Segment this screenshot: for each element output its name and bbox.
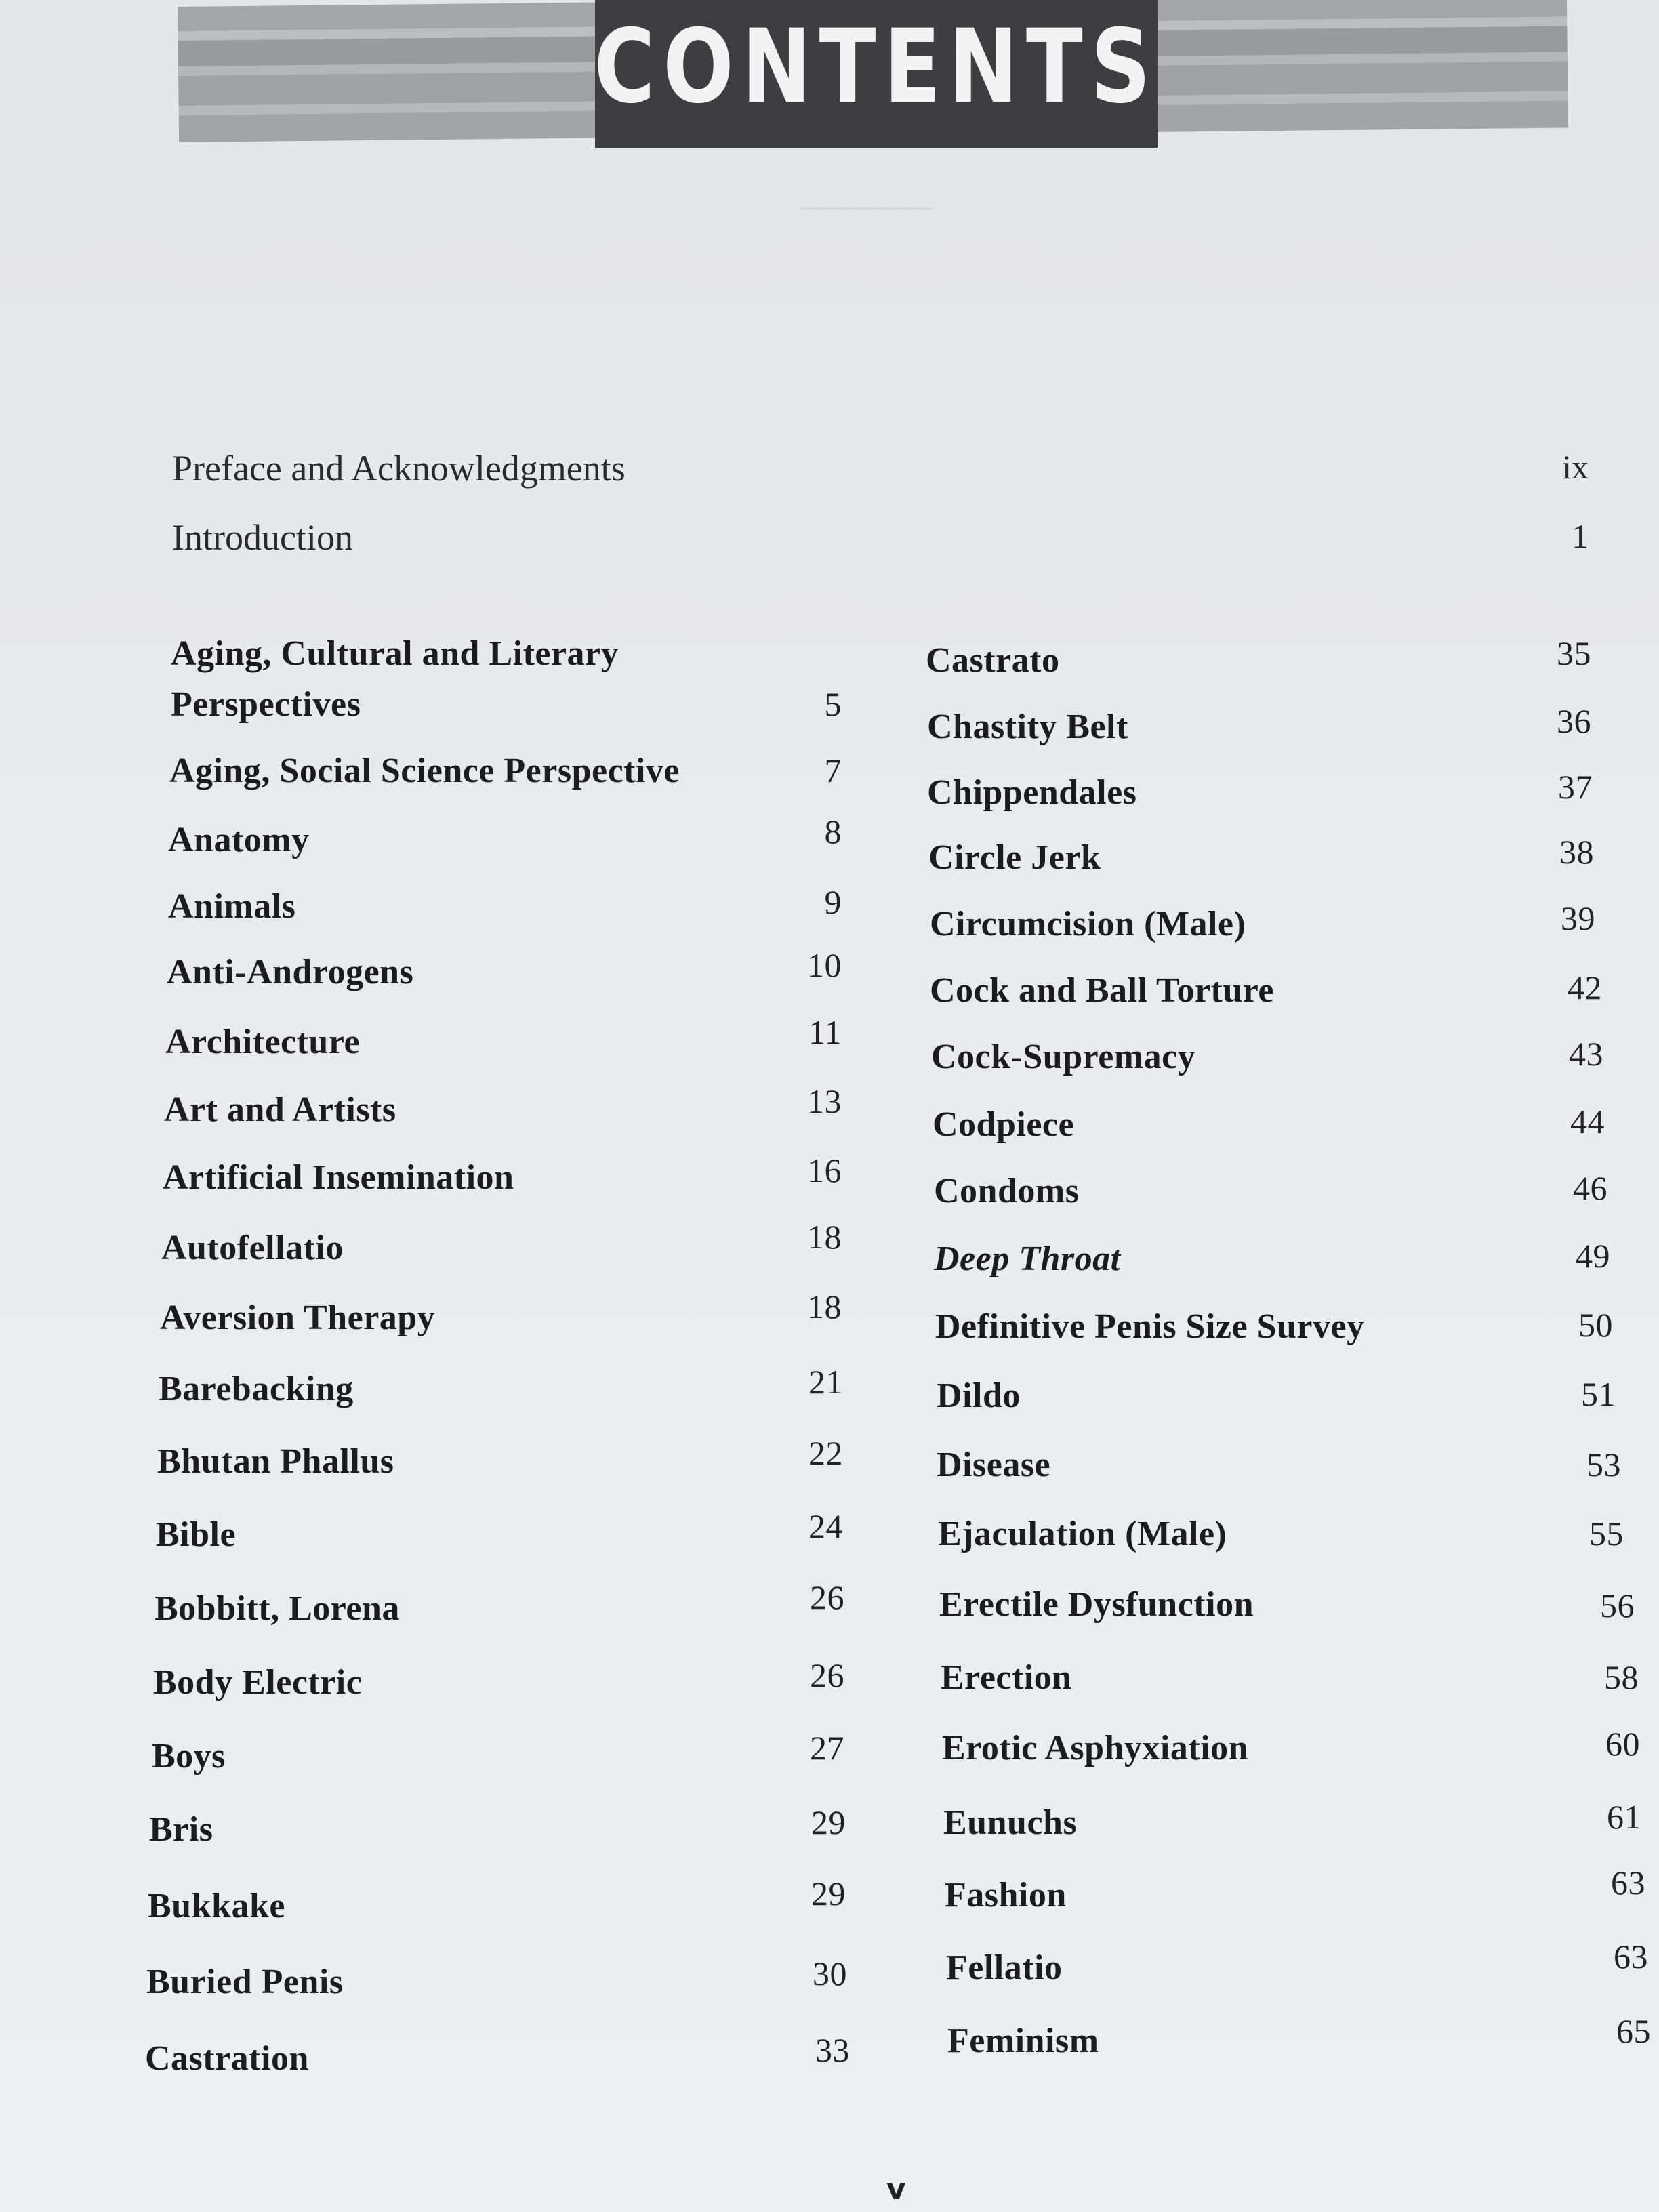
toc-entry-page: 13 bbox=[807, 1082, 842, 1120]
toc-entry-label: Animals bbox=[168, 887, 296, 926]
toc-entry-page: 24 bbox=[808, 1507, 843, 1545]
toc-entry-label: Barebacking bbox=[159, 1370, 354, 1408]
toc-entry-label: Castration bbox=[145, 2039, 309, 2078]
toc-entry-label: Definitive Penis Size Survey bbox=[935, 1307, 1365, 1346]
toc-entry-page: 35 bbox=[1557, 634, 1591, 672]
toc-entry-label: Condoms bbox=[934, 1172, 1080, 1210]
toc-entry-page: 10 bbox=[807, 946, 842, 984]
toc-entry-label: Art and Artists bbox=[164, 1090, 396, 1129]
toc-entry-label: Chastity Belt bbox=[927, 708, 1128, 746]
toc-entry-page: 16 bbox=[807, 1151, 842, 1189]
toc-entry-page: 61 bbox=[1607, 1798, 1641, 1836]
toc-entry-page: 60 bbox=[1605, 1725, 1640, 1763]
toc-entry-label-continued: Perspectives bbox=[171, 685, 361, 724]
toc-entry-page: 18 bbox=[807, 1288, 842, 1326]
toc-entry-page: 18 bbox=[807, 1218, 842, 1256]
toc-entry-page: 65 bbox=[1616, 2012, 1651, 2050]
toc-entry-page: 36 bbox=[1557, 702, 1591, 740]
toc-entry-page: 49 bbox=[1576, 1237, 1610, 1275]
toc-entry-label: Body Electric bbox=[153, 1663, 363, 1702]
toc-entry-page: 55 bbox=[1589, 1515, 1624, 1553]
toc-entry-page: 26 bbox=[810, 1656, 844, 1694]
toc-entry-page: 43 bbox=[1569, 1035, 1603, 1073]
toc-entry-label: Deep Throat bbox=[934, 1240, 1121, 1278]
toc-entry-label: Chippendales bbox=[927, 773, 1137, 812]
toc-entry-label: Feminism bbox=[947, 2022, 1099, 2060]
toc-entry-page: 44 bbox=[1570, 1103, 1605, 1141]
toc-entry-page: 58 bbox=[1604, 1658, 1639, 1696]
toc-entry-label: Codpiece bbox=[933, 1105, 1075, 1144]
toc-front-label: Introduction bbox=[172, 517, 353, 558]
toc-entry-page: 26 bbox=[810, 1578, 844, 1616]
toc-entry-label: Fellatio bbox=[946, 1948, 1063, 1987]
toc-entry-page: 27 bbox=[810, 1729, 844, 1767]
toc-front-page: 1 bbox=[1572, 517, 1589, 555]
toc-entry[interactable] bbox=[171, 634, 842, 729]
toc-front-entry[interactable] bbox=[172, 447, 1589, 489]
toc-entry-label: Circle Jerk bbox=[928, 838, 1101, 877]
toc-entry-label: Bible bbox=[156, 1515, 237, 1554]
page-number: v bbox=[886, 2172, 906, 2207]
toc-entry-page: 22 bbox=[808, 1434, 843, 1472]
toc-entry-page: 38 bbox=[1559, 833, 1594, 871]
toc-entry-label: Fashion bbox=[945, 1876, 1067, 1914]
toc-entry-label: Aversion Therapy bbox=[160, 1298, 436, 1337]
toc-front-label: Preface and Acknowledgments bbox=[172, 448, 626, 489]
toc-entry-label: Bobbitt, Lorena bbox=[155, 1589, 400, 1628]
toc-entry-page: 46 bbox=[1573, 1169, 1607, 1207]
toc-entry-label: Bukkake bbox=[148, 1887, 285, 1925]
toc-entry-page: 33 bbox=[815, 2031, 850, 2069]
toc-entry-label: Disease bbox=[937, 1446, 1051, 1484]
toc-entry-page: 21 bbox=[808, 1363, 843, 1401]
toc-entry-label: Eunuchs bbox=[943, 1803, 1078, 1842]
toc-entry-label: Castrato bbox=[926, 641, 1060, 680]
toc-entry-label: Ejaculation (Male) bbox=[938, 1515, 1227, 1553]
toc-entry-label: Cock-Supremacy bbox=[931, 1038, 1196, 1076]
toc-entry-label: Dildo bbox=[937, 1376, 1021, 1415]
toc-entry-page: 8 bbox=[824, 813, 842, 851]
toc-entry-page: 11 bbox=[808, 1013, 842, 1051]
toc-entry-page: 7 bbox=[824, 752, 842, 790]
toc-entry-page: 30 bbox=[813, 1954, 847, 1992]
toc-entry-page: 53 bbox=[1586, 1446, 1621, 1483]
toc-entry-page: 29 bbox=[811, 1875, 846, 1912]
toc-entry-page: 56 bbox=[1600, 1586, 1635, 1624]
toc-entry-label: Architecture bbox=[165, 1023, 361, 1061]
toc-entry-page: 5 bbox=[824, 685, 842, 723]
toc-entry-label: Erectile Dysfunction bbox=[939, 1585, 1254, 1624]
toc-entry-label: Bris bbox=[149, 1810, 213, 1849]
toc-entry-label: Anti-Androgens bbox=[167, 953, 414, 991]
toc-entry-page: 51 bbox=[1581, 1375, 1616, 1413]
toc-entry-label: Erection bbox=[941, 1658, 1072, 1697]
toc-entry-page: 50 bbox=[1578, 1306, 1613, 1344]
page-title: CONTENTS bbox=[594, 8, 1159, 126]
toc-entry-label: Circumcision (Male) bbox=[930, 905, 1246, 943]
toc-entry-label: Artificial Insemination bbox=[163, 1158, 514, 1197]
toc-entry-label: Aging, Social Science Perspective bbox=[169, 752, 680, 790]
toc-entry-label: Anatomy bbox=[168, 821, 310, 859]
toc-entry-page: 9 bbox=[824, 883, 842, 921]
toc-entry-label: Autofellatio bbox=[161, 1229, 344, 1267]
toc-entry-page: 42 bbox=[1568, 968, 1602, 1006]
toc-entry-page: 63 bbox=[1614, 1938, 1648, 1975]
header-banner bbox=[595, 0, 1158, 148]
toc-entry-label: Erotic Asphyxiation bbox=[942, 1729, 1249, 1767]
toc-entry-label: Aging, Cultural and Literary bbox=[171, 634, 619, 673]
toc-entry-label: Boys bbox=[152, 1737, 226, 1776]
toc-front-page: ix bbox=[1562, 448, 1589, 486]
toc-entry-page: 63 bbox=[1611, 1864, 1645, 1902]
toc-entry-label: Buried Penis bbox=[146, 1963, 344, 2001]
toc-entry-label: Cock and Ball Torture bbox=[930, 971, 1274, 1010]
toc-entry-page: 29 bbox=[811, 1803, 846, 1841]
toc-entry-page: 37 bbox=[1558, 768, 1593, 806]
toc-entry-page: 39 bbox=[1561, 899, 1595, 937]
toc-front-entry[interactable] bbox=[172, 516, 1589, 558]
toc-entry-label: Bhutan Phallus bbox=[157, 1442, 394, 1481]
show-through-text: ────── bbox=[800, 190, 933, 225]
